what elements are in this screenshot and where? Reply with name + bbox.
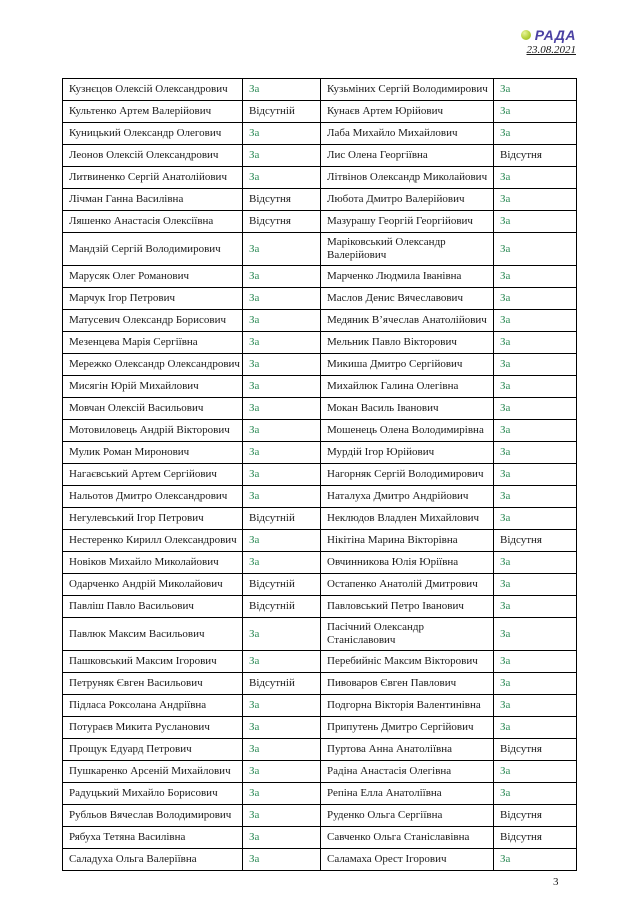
deputy-name-cell: Мандзій Сергій Володимирович [63, 233, 243, 266]
vote-cell: За [494, 783, 577, 805]
deputy-name-cell: Павлюк Максим Васильович [63, 618, 243, 651]
vote-cell: За [243, 123, 321, 145]
vote-cell: Відсутня [494, 827, 577, 849]
deputy-name-cell: Михайлюк Галина Олегівна [321, 376, 494, 398]
vote-cell: За [243, 695, 321, 717]
vote-cell: За [243, 442, 321, 464]
table-row [63, 827, 577, 849]
deputy-name-cell: Нестеренко Кирилл Олександрович [63, 530, 243, 552]
deputy-name-cell: Прощук Едуард Петрович [63, 739, 243, 761]
vote-cell: За [494, 596, 577, 618]
deputy-name-cell: Руденко Ольга Сергіївна [321, 805, 494, 827]
deputy-name-cell: Неклюдов Владлен Михайлович [321, 508, 494, 530]
vote-cell: За [494, 288, 577, 310]
vote-cell: За [494, 574, 577, 596]
table-row [63, 651, 577, 673]
vote-cell: Відсутня [243, 189, 321, 211]
vote-cell: За [494, 376, 577, 398]
vote-cell: За [243, 827, 321, 849]
deputy-name-cell: Микиша Дмитро Сергійович [321, 354, 494, 376]
table-row [63, 79, 577, 101]
table-row [63, 508, 577, 530]
table-row [63, 354, 577, 376]
deputy-name-cell: Радуцький Михайло Борисович [63, 783, 243, 805]
table-row [63, 783, 577, 805]
table-row [63, 420, 577, 442]
deputy-name-cell: Одарченко Андрій Миколайович [63, 574, 243, 596]
deputy-name-cell: Саладуха Ольга Валеріївна [63, 849, 243, 871]
table-row [63, 101, 577, 123]
vote-cell: За [494, 354, 577, 376]
deputy-name-cell: Маріковський Олександр Валерійович [321, 233, 494, 266]
deputy-name-cell: Савченко Ольга Станіславівна [321, 827, 494, 849]
deputy-name-cell: Мезенцева Марія Сергіївна [63, 332, 243, 354]
vote-cell: Відсутній [243, 101, 321, 123]
deputy-name-cell: Нагаєвський Артем Сергійович [63, 464, 243, 486]
vote-cell: За [494, 79, 577, 101]
deputy-name-cell: Припутень Дмитро Сергійович [321, 717, 494, 739]
deputy-name-cell: Радіна Анастасія Олегівна [321, 761, 494, 783]
deputy-name-cell: Кузьміних Сергій Володимирович [321, 79, 494, 101]
table-row [63, 574, 577, 596]
vote-cell: За [494, 552, 577, 574]
table-row [63, 123, 577, 145]
deputy-name-cell: Нагорняк Сергій Володимирович [321, 464, 494, 486]
table-row [63, 739, 577, 761]
deputy-name-cell: Пивоваров Євген Павлович [321, 673, 494, 695]
page-header [521, 28, 576, 56]
vote-cell: За [494, 123, 577, 145]
deputy-name-cell: Мельник Павло Вікторович [321, 332, 494, 354]
deputy-name-cell: Рубльов Вячеслав Володимирович [63, 805, 243, 827]
deputy-name-cell: Рябуха Тетяна Василівна [63, 827, 243, 849]
deputy-name-cell: Кунаєв Артем Юрійович [321, 101, 494, 123]
vote-cell: За [243, 464, 321, 486]
vote-cell: За [494, 717, 577, 739]
deputy-name-cell: Медяник В’ячеслав Анатолійович [321, 310, 494, 332]
vote-cell: За [243, 486, 321, 508]
vote-cell: За [494, 332, 577, 354]
vote-cell: Відсутня [494, 145, 577, 167]
vote-cell: За [494, 420, 577, 442]
vote-cell: За [243, 761, 321, 783]
deputy-name-cell: Овчинникова Юлія Юріївна [321, 552, 494, 574]
deputy-name-cell: Негулевський Ігор Петрович [63, 508, 243, 530]
deputy-name-cell: Мисягін Юрій Михайлович [63, 376, 243, 398]
table-row [63, 596, 577, 618]
rada-logo-text: РАДА [534, 27, 576, 43]
page-number: 3 [553, 876, 559, 888]
table-row [63, 717, 577, 739]
vote-cell: За [243, 167, 321, 189]
deputy-name-cell: Наталуха Дмитро Андрійович [321, 486, 494, 508]
deputy-name-cell: Мурдій Ігор Юрійович [321, 442, 494, 464]
vote-cell: За [243, 354, 321, 376]
table-row [63, 673, 577, 695]
deputy-name-cell: Павліш Павло Васильович [63, 596, 243, 618]
deputy-name-cell: Пасічний Олександр Станіславович [321, 618, 494, 651]
table-row [63, 288, 577, 310]
deputy-name-cell: Мережко Олександр Олександрович [63, 354, 243, 376]
table-row [63, 233, 577, 266]
vote-cell: За [243, 783, 321, 805]
deputy-name-cell: Лис Олена Георгіївна [321, 145, 494, 167]
vote-cell: За [243, 79, 321, 101]
vote-cell: За [494, 761, 577, 783]
vote-cell: За [243, 376, 321, 398]
deputy-name-cell: Мошенець Олена Володимирівна [321, 420, 494, 442]
deputy-name-cell: Лічман Ганна Василівна [63, 189, 243, 211]
deputy-name-cell: Маслов Денис Вячеславович [321, 288, 494, 310]
deputy-name-cell: Перебийніс Максим Вікторович [321, 651, 494, 673]
deputy-name-cell: Пашковський Максим Ігорович [63, 651, 243, 673]
vote-date: 23.08.2021 [526, 44, 576, 56]
vote-cell: За [494, 849, 577, 871]
vote-cell: Відсутня [494, 530, 577, 552]
vote-cell: За [494, 464, 577, 486]
deputy-name-cell: Павловський Петро Іванович [321, 596, 494, 618]
vote-cell: За [243, 233, 321, 266]
vote-cell: За [243, 618, 321, 651]
vote-cell: За [494, 618, 577, 651]
vote-cell: За [494, 442, 577, 464]
table-row [63, 266, 577, 288]
vote-cell: За [494, 189, 577, 211]
vote-cell: За [243, 145, 321, 167]
deputy-name-cell: Леонов Олексій Олександрович [63, 145, 243, 167]
table-row [63, 849, 577, 871]
deputy-name-cell: Мокан Василь Іванович [321, 398, 494, 420]
deputy-name-cell: Подгорна Вікторія Валентинівна [321, 695, 494, 717]
table-row [63, 332, 577, 354]
deputy-name-cell: Літвінов Олександр Миколайович [321, 167, 494, 189]
deputy-name-cell: Потураєв Микита Русланович [63, 717, 243, 739]
table-row [63, 211, 577, 233]
vote-cell: За [494, 695, 577, 717]
deputy-name-cell: Петруняк Євген Васильович [63, 673, 243, 695]
table-row [63, 618, 577, 651]
table-row [63, 376, 577, 398]
vote-cell: За [494, 211, 577, 233]
vote-cell: За [243, 420, 321, 442]
vote-cell: За [494, 508, 577, 530]
deputy-name-cell: Мулик Роман Миронович [63, 442, 243, 464]
vote-cell: За [243, 651, 321, 673]
deputy-name-cell: Нікітіна Марина Вікторівна [321, 530, 494, 552]
deputy-name-cell: Марченко Людмила Іванівна [321, 266, 494, 288]
table-row [63, 552, 577, 574]
rada-logo-dot-icon [521, 30, 531, 40]
deputy-name-cell: Пуртова Анна Анатоліївна [321, 739, 494, 761]
vote-cell: За [494, 167, 577, 189]
deputy-name-cell: Репіна Елла Анатоліївна [321, 783, 494, 805]
deputy-name-cell: Саламаха Орест Ігорович [321, 849, 494, 871]
table-row [63, 530, 577, 552]
table-row [63, 398, 577, 420]
deputy-name-cell: Марчук Ігор Петрович [63, 288, 243, 310]
deputy-name-cell: Новіков Михайло Миколайович [63, 552, 243, 574]
vote-cell: Відсутня [243, 211, 321, 233]
vote-cell: За [243, 332, 321, 354]
vote-cell: За [243, 310, 321, 332]
deputy-name-cell: Литвиненко Сергій Анатолійович [63, 167, 243, 189]
table-row [63, 486, 577, 508]
deputy-name-cell: Куницький Олександр Олегович [63, 123, 243, 145]
rada-logo [521, 28, 576, 42]
vote-cell: За [494, 233, 577, 266]
vote-cell: За [494, 310, 577, 332]
deputy-name-cell: Нальотов Дмитро Олександрович [63, 486, 243, 508]
vote-cell: Відсутній [243, 508, 321, 530]
vote-cell: За [243, 266, 321, 288]
deputy-name-cell: Мовчан Олексій Васильович [63, 398, 243, 420]
table-row [63, 145, 577, 167]
vote-cell: Відсутній [243, 596, 321, 618]
vote-cell: За [494, 673, 577, 695]
vote-cell: Відсутня [494, 739, 577, 761]
deputy-name-cell: Мазурашу Георгій Георгійович [321, 211, 494, 233]
vote-cell: За [243, 739, 321, 761]
deputy-name-cell: Підласа Роксолана Андріївна [63, 695, 243, 717]
vote-cell: Відсутній [243, 574, 321, 596]
table-row [63, 442, 577, 464]
table-row [63, 805, 577, 827]
vote-cell: За [243, 805, 321, 827]
vote-cell: За [243, 717, 321, 739]
table-row [63, 310, 577, 332]
voting-results-table [62, 78, 577, 871]
deputy-name-cell: Мотовиловець Андрій Вікторович [63, 420, 243, 442]
vote-cell: За [494, 101, 577, 123]
deputy-name-cell: Матусевич Олександр Борисович [63, 310, 243, 332]
table-row [63, 761, 577, 783]
vote-cell: За [243, 849, 321, 871]
deputy-name-cell: Кузнєцов Олексій Олександрович [63, 79, 243, 101]
deputy-name-cell: Лаба Михайло Михайлович [321, 123, 494, 145]
deputy-name-cell: Культенко Артем Валерійович [63, 101, 243, 123]
vote-cell: За [243, 530, 321, 552]
vote-cell: За [494, 651, 577, 673]
vote-cell: Відсутня [494, 805, 577, 827]
deputy-name-cell: Любота Дмитро Валерійович [321, 189, 494, 211]
table-row [63, 695, 577, 717]
vote-cell: За [494, 486, 577, 508]
vote-cell: За [243, 398, 321, 420]
table-row [63, 167, 577, 189]
vote-cell: Відсутній [243, 673, 321, 695]
deputy-name-cell: Остапенко Анатолій Дмитрович [321, 574, 494, 596]
table-row [63, 464, 577, 486]
vote-cell: За [494, 398, 577, 420]
deputy-name-cell: Ляшенко Анастасія Олексіївна [63, 211, 243, 233]
vote-cell: За [243, 288, 321, 310]
table-row [63, 189, 577, 211]
vote-cell: За [243, 552, 321, 574]
vote-cell: За [494, 266, 577, 288]
deputy-name-cell: Пушкаренко Арсеній Михайлович [63, 761, 243, 783]
deputy-name-cell: Марусяк Олег Романович [63, 266, 243, 288]
